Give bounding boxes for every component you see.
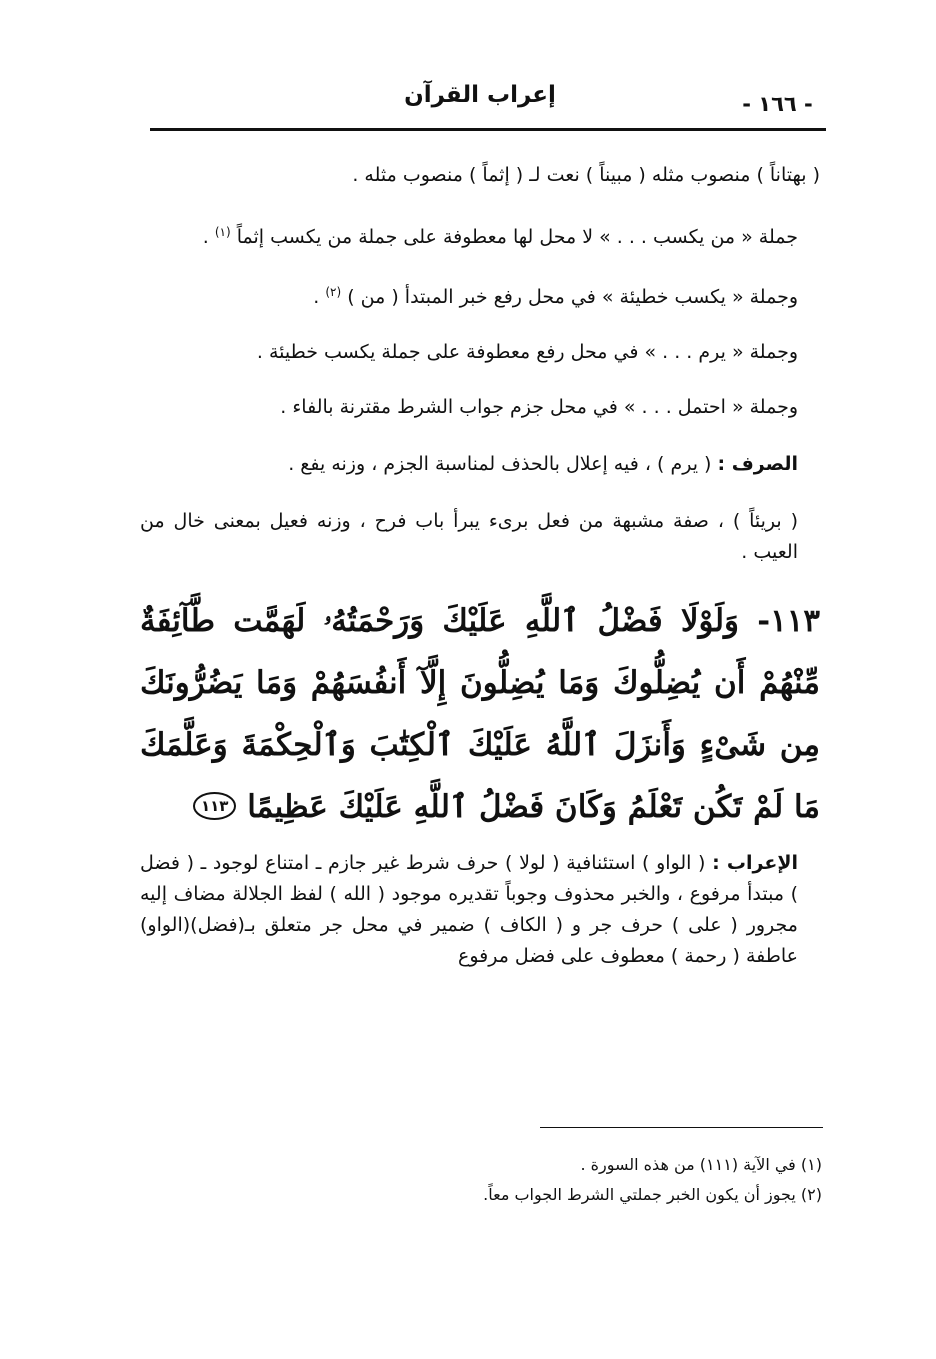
footnote-rule bbox=[540, 1127, 823, 1128]
footnote-2: (٢) يجوز أن يكون الخبر جملتي الشرط الجواب معاً. bbox=[483, 1185, 822, 1204]
sarf-label: الصرف : bbox=[717, 453, 798, 475]
running-header-title: إعراب القرآن bbox=[404, 82, 556, 108]
irab-label: الإعراب : bbox=[712, 852, 798, 874]
footnote-ref-1: (١) bbox=[214, 225, 231, 239]
paragraph-bariian: ( بريئاً ) ، صفة مشبهة من فعل برىء يبرأ باب فرح ، وزنه فعيل بمعنى خال من العيب . bbox=[140, 510, 798, 563]
verse-number: ١١٣- bbox=[757, 603, 821, 639]
paragraph-text: جملة « من يكسب . . . » لا محل لها معطوفة على جملة من يكسب إثماً bbox=[236, 226, 798, 248]
page-number: - ١٦٦ - bbox=[742, 92, 813, 116]
paragraph-jumla-khabar: وجملة « يكسب خطيئة » في محل رفع خبر المبتدأ ( من ) $^{(٢)}$ . bbox=[313, 285, 798, 308]
page-body bbox=[140, 160, 820, 972]
footnote-ref-2: (٢) bbox=[325, 285, 342, 299]
quran-verse bbox=[140, 590, 820, 838]
paragraph-jumla-man-yaksib: جملة « من يكسب . . . » لا محل لها معطوفة على جملة من يكسب إثماً $^{(١)}$ . bbox=[202, 225, 798, 248]
footnotes bbox=[300, 1150, 822, 1210]
paragraph-jumla-yarmi: وجملة « يرم . . . » في محل رفع معطوفة على جملة يكسب خطيئة . bbox=[256, 341, 798, 363]
ayah-end-marker: ١١٣ bbox=[193, 792, 236, 820]
paragraph-buhtanan: ( بهتاناً ) منصوب مثله ( مبيناً ) نعت لـ ( إثماً ) منصوب مثله . bbox=[352, 164, 820, 186]
verse-text: وَلَوْلَا فَضْلُ ٱللَّهِ عَلَيْكَ وَرَحْمَتُهُۥ لَهَمَّت طَّآئِفَةٌ مِّنْهُمْ أَن يُضِلُّوكَ وَمَا يُضِلُّونَ إِلَّآ أَنفُسَهُمْ وَمَا يَضُرُّونَكَ مِن شَىْءٍ وَأَنزَلَ ٱللَّهُ عَلَيْكَ ٱلْكِتَٰبَ وَٱلْحِكْمَةَ وَعَلَّمَكَ مَا لَمْ تَكُن تَعْلَمُ وَكَانَ فَضْلُ ٱللَّهِ عَلَيْكَ عَظِيمًا bbox=[140, 603, 820, 825]
paragraph-text: وجملة « يكسب خطيئة » في محل رفع خبر المبتدأ ( من ) bbox=[347, 286, 798, 308]
paragraph-irab bbox=[140, 848, 820, 972]
paragraph-text: ( الواو ) استئنافية ( لولا ) حرف شرط غير جازم ـ امتناع لوجود ـ ( فضل ) مبتدأ مرفوع ، والخبر محذوف وجوباً تقديره موجود ( الله ) لفظ الجلالة مضاف إليه مجرور ( على ) حرف جر و ( الكاف ) ضمير في محل جر متعلق بـ(فضل)(الواو) عاطفة ( رحمة ) معطوف على فضل مرفوع bbox=[140, 852, 798, 967]
footnote-1: (١) في الآية (١١١) من هذه السورة . bbox=[580, 1155, 822, 1174]
paragraph-sarf bbox=[140, 449, 820, 480]
header-rule bbox=[150, 128, 826, 131]
paragraph-text: ( يرم ) ، فيه إعلال بالحذف لمناسبة الجزم ، وزنه يفع . bbox=[288, 453, 712, 475]
paragraph-jumla-ihtamala: وجملة « احتمل . . . » في محل جزم جواب الشرط مقترنة بالفاء . bbox=[280, 396, 798, 418]
